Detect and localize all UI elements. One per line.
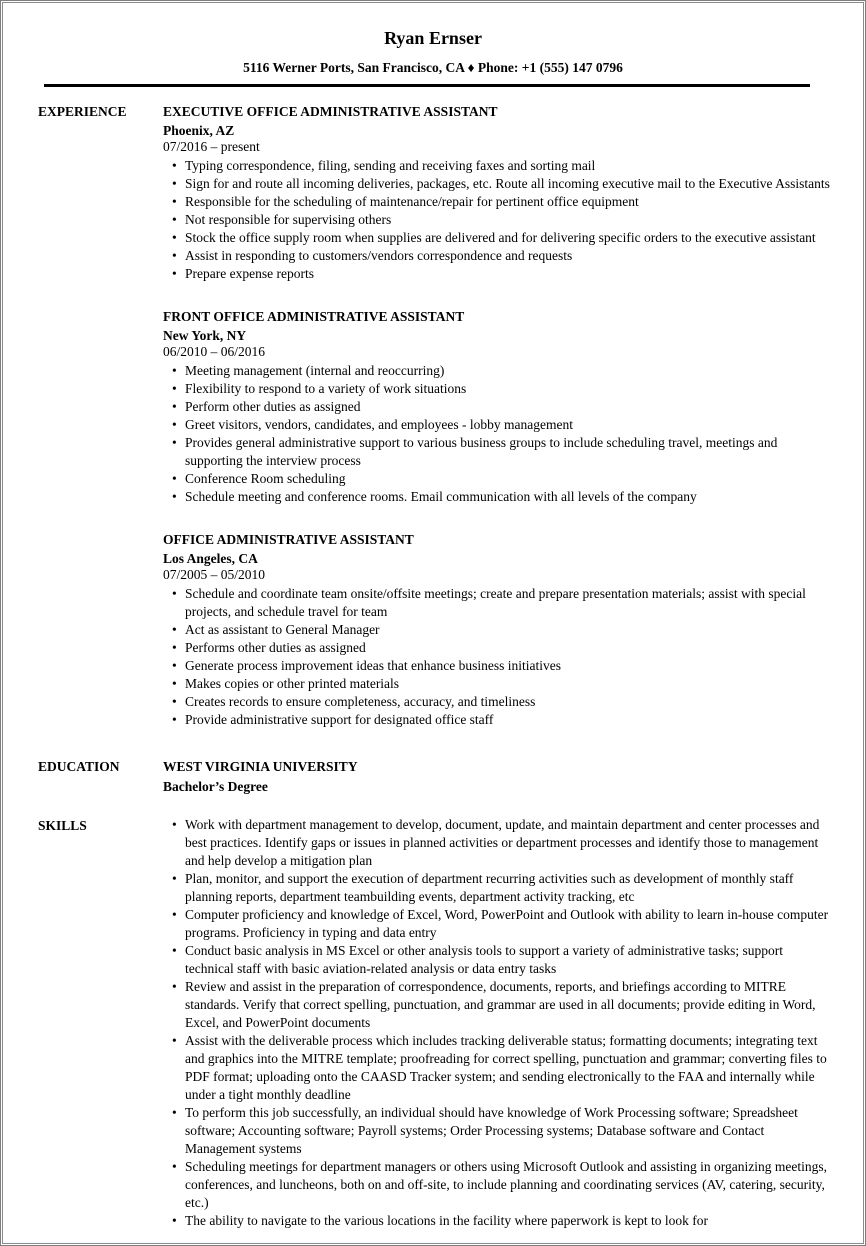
- bullet-item: • Assist in responding to customers/vendors correspondence and requests: [185, 247, 834, 265]
- bullet-item: • Scheduling meetings for department managers or others using Microsoft Outlook and assisting in organizing meetings, conferences, and luncheons, both on and off-site, to include planning and coordinating services (AV, catering, security, etc.): [185, 1158, 834, 1212]
- bullet-item: • Responsible for the scheduling of maintenance/repair for pertinent office equipment: [185, 193, 834, 211]
- job-location: New York, NY: [163, 328, 247, 343]
- job-dates: 06/2010 – 06/2016: [163, 344, 266, 359]
- job-entry-2: [163, 307, 834, 506]
- bullet-item: • Assist with the deliverable process which includes tracking deliverable status; formatting documents; integrating text and graphics into the MITRE template; proofreading for correct spelling, punctuation and grammar; converting files to PDF format; uploading onto the CAASD Tracker system; and sending electronically to the FAA and internally while under a tight monthly deadline: [185, 1032, 834, 1104]
- job-location: Los Angeles, CA: [163, 551, 258, 566]
- experience-label: EXPERIENCE: [38, 104, 127, 119]
- job-location: Phoenix, AZ: [163, 123, 235, 138]
- job-title: FRONT OFFICE ADMINISTRATIVE ASSISTANT: [163, 309, 465, 324]
- bullet-item: • Conference Room scheduling: [185, 470, 834, 488]
- bullet-item: • Typing correspondence, filing, sending and receiving faxes and sorting mail: [185, 157, 834, 175]
- job-bullet-list: [163, 157, 834, 283]
- resume-header: [0, 0, 866, 87]
- bullet-item: • Sign for and route all incoming deliveries, packages, etc. Route all incoming executive mail to the Executive Assistants: [185, 175, 834, 193]
- bullet-item: • Prepare expense reports: [185, 265, 834, 283]
- job-title: OFFICE ADMINISTRATIVE ASSISTANT: [163, 532, 414, 547]
- job-entry-1: [163, 102, 834, 283]
- skills-section: [0, 816, 866, 1230]
- skills-label: SKILLS: [38, 818, 87, 833]
- bullet-item: • Meeting management (internal and reoccurring): [185, 362, 834, 380]
- degree-name: Bachelor’s Degree: [163, 779, 268, 794]
- experience-section: [0, 102, 866, 729]
- bullet-item: • Generate process improvement ideas that enhance business initiatives: [185, 657, 834, 675]
- bullet-item: • Creates records to ensure completeness, accuracy, and timeliness: [185, 693, 834, 711]
- job-entry-3: [163, 530, 834, 729]
- bullet-item: • Flexibility to respond to a variety of work situations: [185, 380, 834, 398]
- bullet-item: • Plan, monitor, and support the execution of department recurring activities such as development of monthly staff planning reports, department teambuilding events, department activity tracking, etc: [185, 870, 834, 906]
- experience-content: [163, 102, 834, 729]
- bullet-item: • Not responsible for supervising others: [185, 211, 834, 229]
- job-title: EXECUTIVE OFFICE ADMINISTRATIVE ASSISTANT: [163, 104, 498, 119]
- bullet-item: • Schedule and coordinate team onsite/offsite meetings; create and prepare presentation materials; assist with special projects, and schedule travel for team: [185, 585, 834, 621]
- bullet-item: • Review and assist in the preparation of correspondence, documents, reports, and briefings according to MITRE standards. Verify that correct spelling, punctuation, and grammar are used in all documents; provide editing in Word, Excel, and PowerPoint documents: [185, 978, 834, 1032]
- skills-bullet-list: [163, 816, 834, 1230]
- bullet-item: • Provide administrative support for designated office staff: [185, 711, 834, 729]
- bullet-item: • Stock the office supply room when supplies are delivered and for delivering specific orders to the executive assistant: [185, 229, 834, 247]
- education-label: EDUCATION: [38, 759, 120, 774]
- education-section: [0, 757, 866, 796]
- bullet-item: • Conduct basic analysis in MS Excel or other analysis tools to support a variety of administrative tasks; support technical staff with basic aviation-related analysis or data entry tasks: [185, 942, 834, 978]
- skills-content: [163, 816, 834, 1230]
- bullet-item: • Performs other duties as assigned: [185, 639, 834, 657]
- bullet-item: • Schedule meeting and conference rooms. Email communication with all levels of the company: [185, 488, 834, 506]
- education-content: [163, 757, 834, 796]
- contact-line: 5116 Werner Ports, San Francisco, CA ♦ Phone: +1 (555) 147 0796: [243, 60, 623, 75]
- job-bullet-list: [163, 585, 834, 729]
- bullet-item: • Perform other duties as assigned: [185, 398, 834, 416]
- job-bullet-list: [163, 362, 834, 506]
- school-name: WEST VIRGINIA UNIVERSITY: [163, 759, 358, 774]
- bullet-item: • Provides general administrative support to various business groups to include scheduling travel, meetings and supporting the interview process: [185, 434, 834, 470]
- bullet-item: • Makes copies or other printed materials: [185, 675, 834, 693]
- bullet-item: • Work with department management to develop, document, update, and maintain department and center processes and best practices. Identify gaps or issues in planned activities or department processes and identify those to management and help develop a mitigation plan: [185, 816, 834, 870]
- person-name: Ryan Ernser: [384, 28, 482, 48]
- bullet-item: • Greet visitors, vendors, candidates, and employees - lobby management: [185, 416, 834, 434]
- bullet-item: • Computer proficiency and knowledge of Excel, Word, PowerPoint and Outlook with ability to learn in-house computer programs. Proficiency in typing and data entry: [185, 906, 834, 942]
- bullet-item: • Act as assistant to General Manager: [185, 621, 834, 639]
- bullet-item: • To perform this job successfully, an individual should have knowledge of Work Processing software; Spreadsheet software; Accounting software; Payroll systems; Order Processing systems; Database software and Contact Management systems: [185, 1104, 834, 1158]
- header-divider: [44, 84, 810, 87]
- bullet-item: • The ability to navigate to the various locations in the facility where paperwork is kept to look for: [185, 1212, 834, 1230]
- job-dates: 07/2016 – present: [163, 139, 260, 154]
- job-dates: 07/2005 – 05/2010: [163, 567, 266, 582]
